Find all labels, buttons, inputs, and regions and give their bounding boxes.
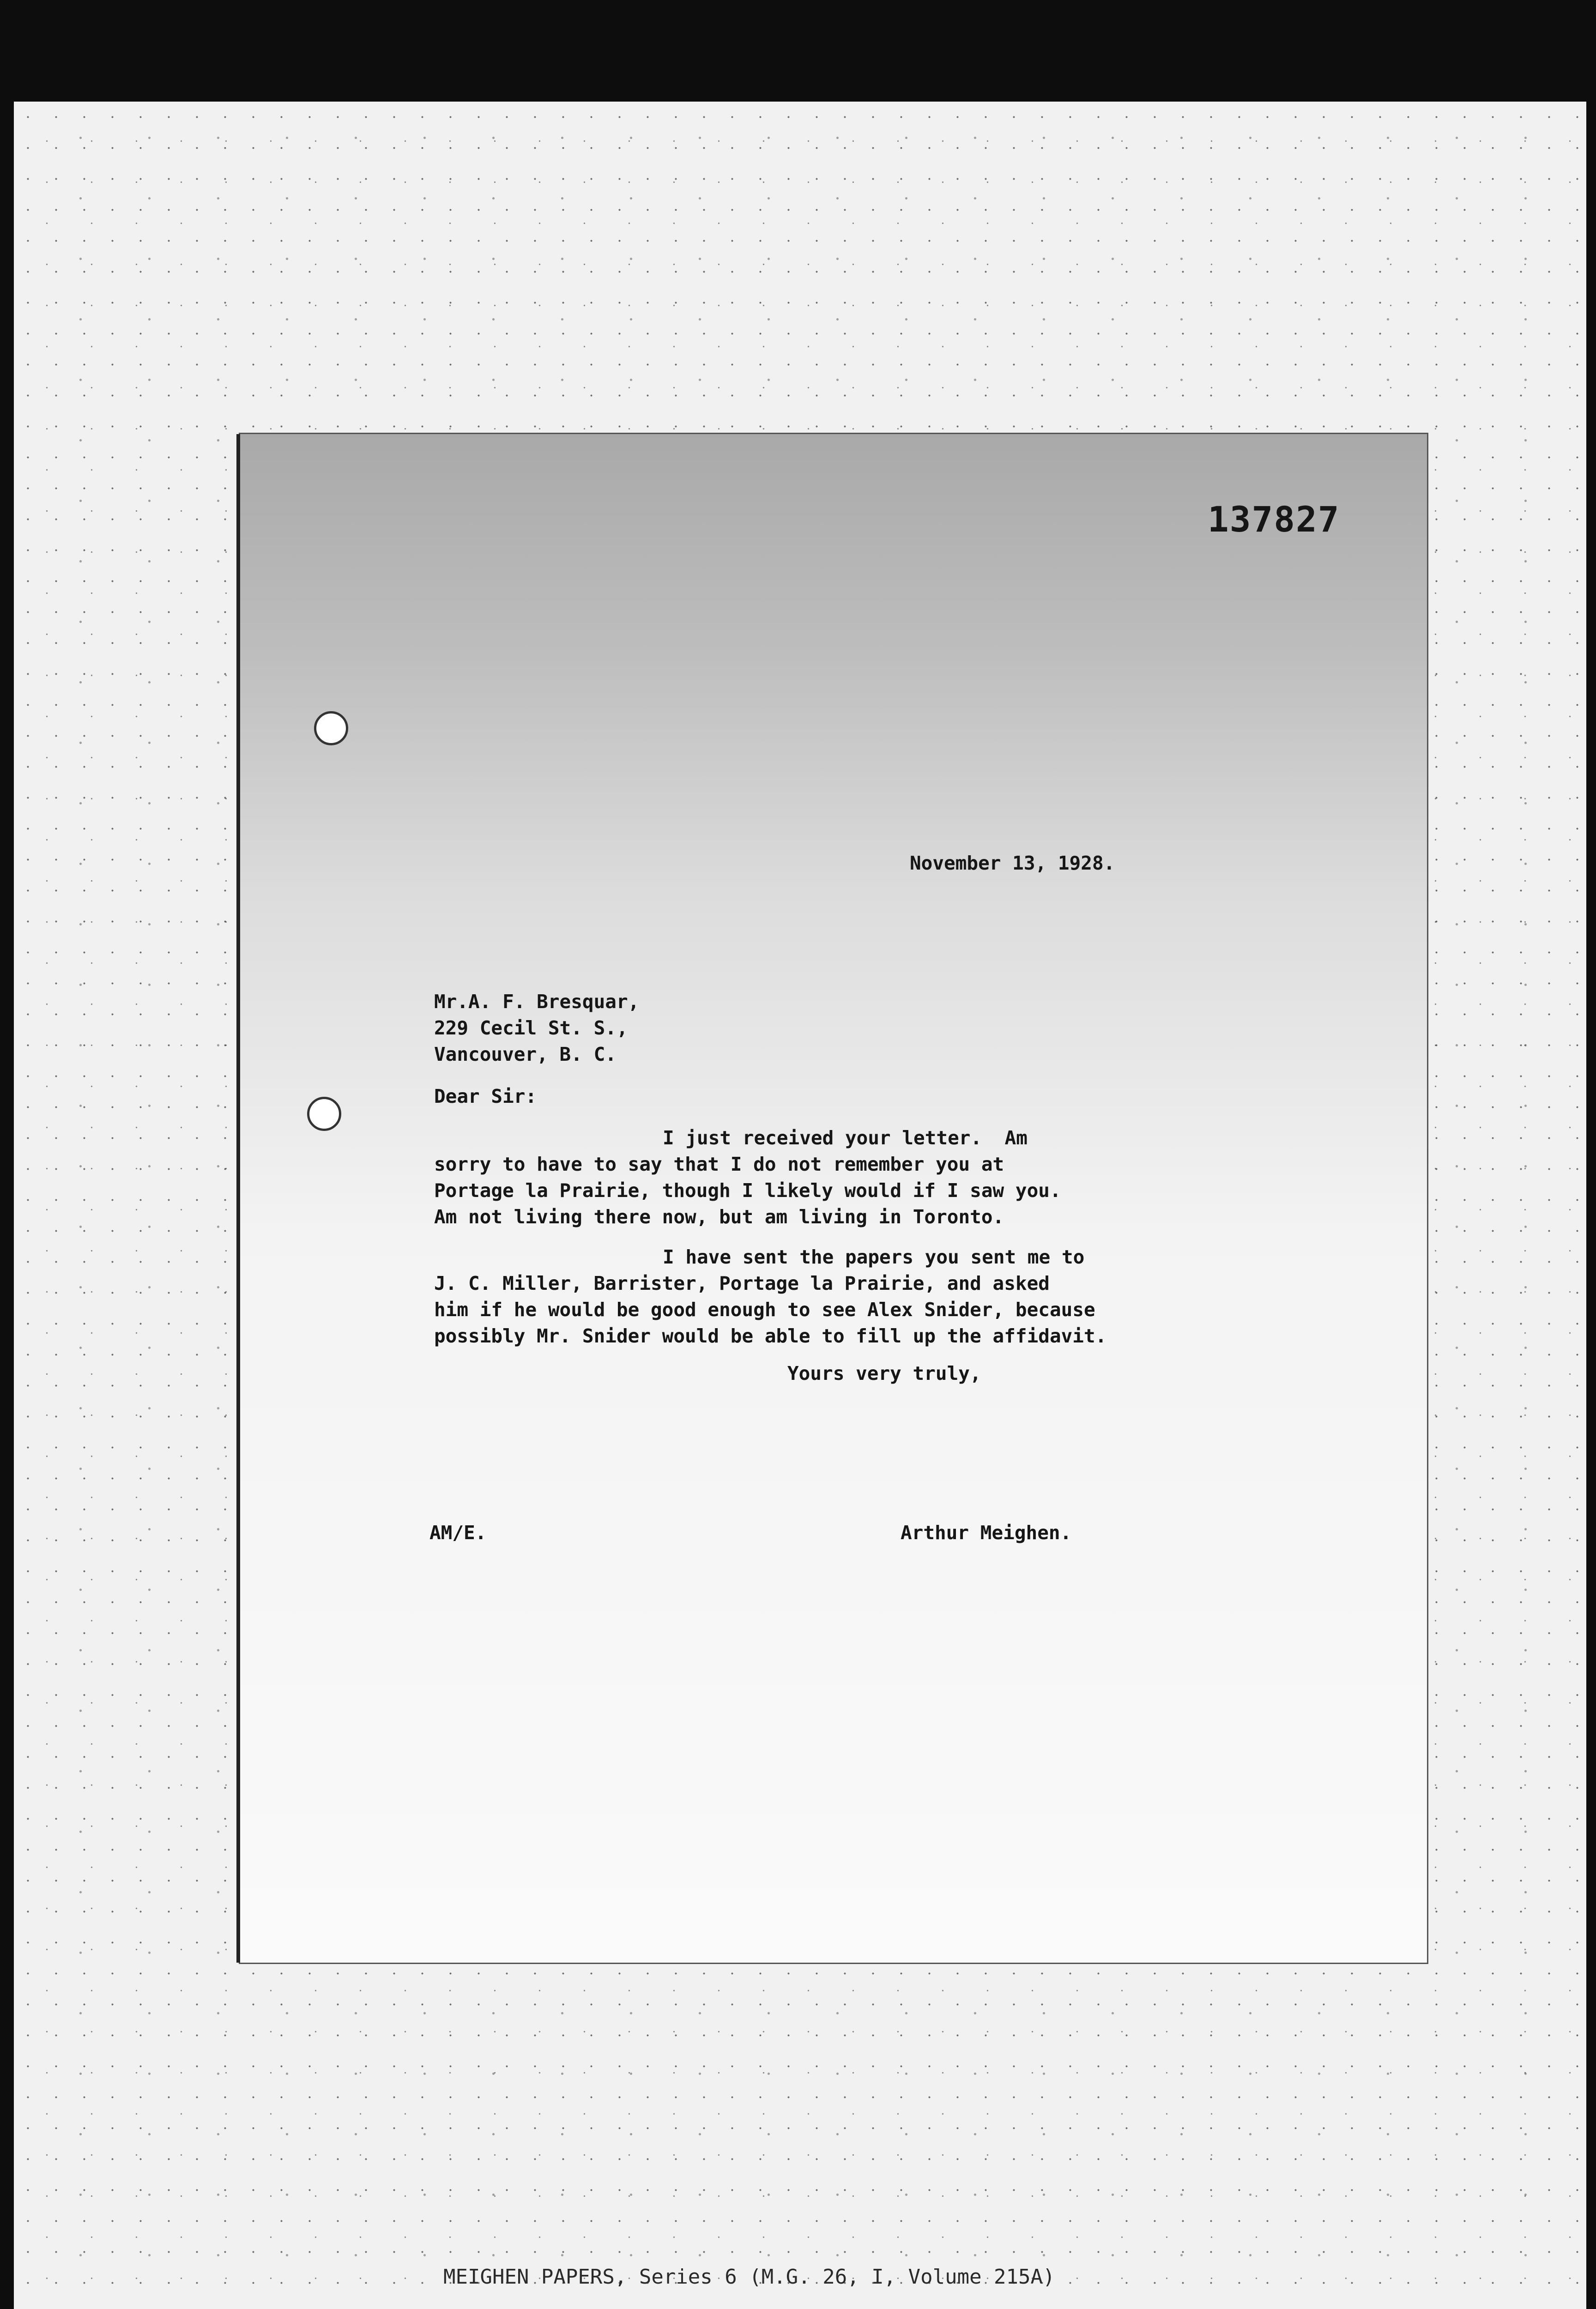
punch-hole-icon [307,1097,341,1131]
salutation: Dear Sir: [434,1085,537,1107]
paragraph-line: J. C. Miller, Barrister, Portage la Prairie, and asked [434,1272,1050,1294]
recipient-line: Mr.A. F. Bresquar, [434,991,640,1013]
paragraph-line: Am not living there now, but am living in Toronto. [434,1206,1004,1228]
signature: Arthur Meighen. [901,1522,1072,1544]
letter-sheet [240,434,1427,1963]
paragraph-line: him if he would be good enough to see Alex Snider, because [434,1299,1095,1321]
recipient-line: 229 Cecil St. S., [434,1017,628,1039]
paragraph-line: possibly Mr. Snider would be able to fill up the affidavit. [434,1325,1107,1347]
document-number: 137827 [1208,499,1340,540]
paragraph-line: I just received your letter. Am [663,1127,1028,1149]
archive-caption: MEIGHEN PAPERS, Series 6 (M.G. 26, I, Volume 215A) [443,2265,1055,2289]
letter-date: November 13, 1928. [910,852,1115,874]
paragraph-line: I have sent the papers you sent me to [663,1246,1085,1268]
typist-initials: AM/E. [429,1522,487,1544]
recipient-line: Vancouver, B. C. [434,1043,617,1065]
paragraph-line: Portage la Prairie, though I likely would if I saw you. [434,1179,1061,1202]
punch-hole-icon [314,711,348,745]
paragraph-line: sorry to have to say that I do not remember you at [434,1153,1004,1175]
closing: Yours very truly, [787,1362,981,1384]
